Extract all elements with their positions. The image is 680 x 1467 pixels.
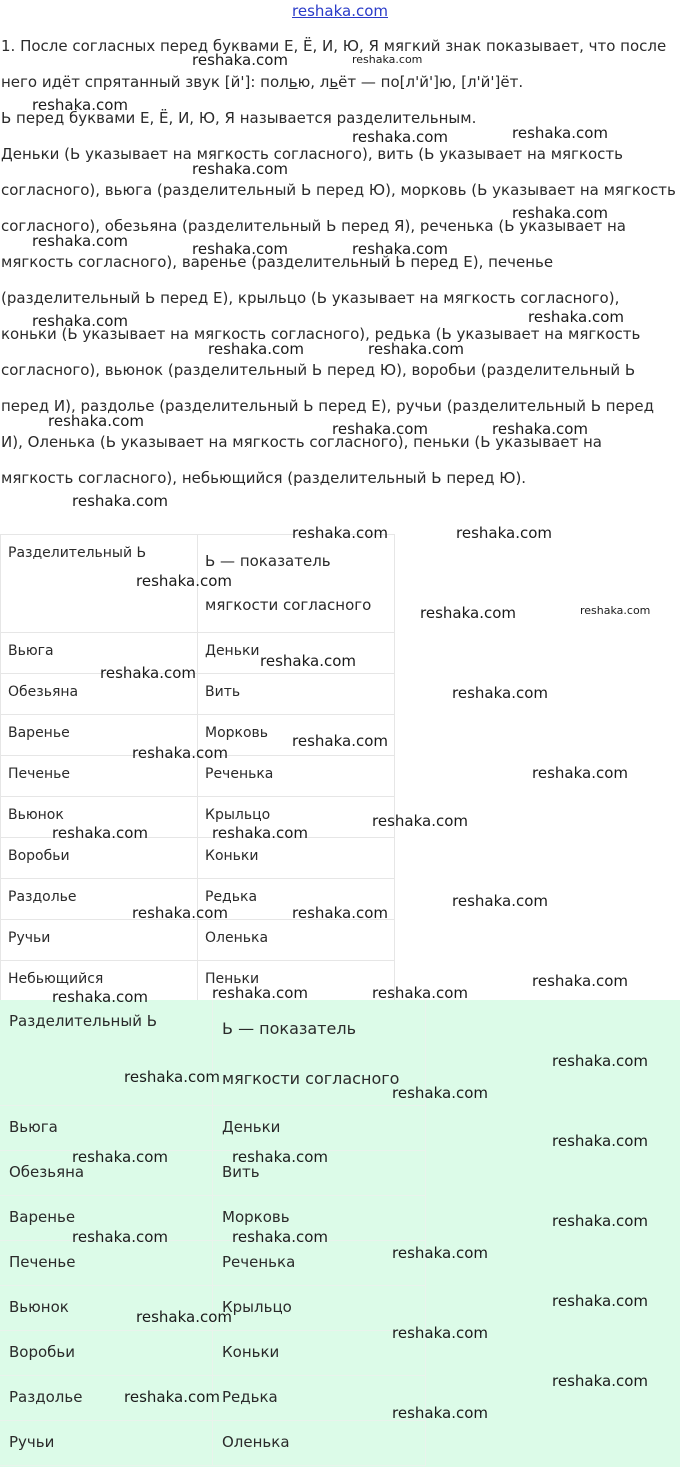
watermark: reshaka.com: [452, 892, 548, 910]
watermark: reshaka.com: [52, 824, 148, 842]
table-cell: Вьюнок: [0, 1286, 213, 1331]
watermark: reshaka.com: [552, 1292, 648, 1310]
rule-text-mid: ю, л: [297, 73, 330, 91]
watermark: reshaka.com: [512, 204, 608, 222]
watermark: reshaka.com: [456, 524, 552, 542]
watermark: reshaka.com: [212, 824, 308, 842]
watermark: reshaka.com: [52, 988, 148, 1006]
table-cell: Деньки: [198, 633, 395, 674]
watermark: reshaka.com: [528, 308, 624, 326]
watermark: reshaka.com: [192, 240, 288, 258]
table-cell: Крыльцо: [198, 797, 395, 838]
table-cell: Пеньки: [198, 961, 395, 1002]
underlined-letter: ь: [329, 73, 339, 91]
table-cell: Ручьи: [0, 1421, 213, 1466]
watermark: reshaka.com: [372, 812, 468, 830]
watermark: reshaka.com: [352, 128, 448, 146]
watermark: reshaka.com: [552, 1132, 648, 1150]
table-header-cell: Ь — показатель мягкости согласного: [198, 535, 395, 633]
table-cell: Воробьи: [0, 1331, 213, 1376]
watermark: reshaka.com: [132, 904, 228, 922]
table-header-cell: Разделительный Ь: [1, 535, 198, 633]
watermark: reshaka.com: [192, 51, 288, 69]
watermark: reshaka.com: [260, 652, 356, 670]
watermark: reshaka.com: [192, 160, 288, 178]
underlined-letter: ь: [288, 73, 298, 91]
table-row: [0, 1331, 426, 1376]
table-row: [1, 674, 395, 715]
table-cell: Вить: [213, 1151, 426, 1196]
table-cell: Вьюга: [0, 1106, 213, 1151]
watermark: reshaka.com: [292, 904, 388, 922]
watermark: reshaka.com: [352, 53, 423, 66]
table-cell: Коньки: [198, 838, 395, 879]
table-cell: Ручьи: [1, 920, 198, 961]
table-cell: Коньки: [213, 1331, 426, 1376]
watermark: reshaka.com: [100, 664, 196, 682]
table-cell: Реченька: [198, 756, 395, 797]
table-cell: Обезьяна: [1, 674, 198, 715]
watermark: reshaka.com: [552, 1212, 648, 1230]
table-cell: Раздолье: [0, 1376, 213, 1421]
table-cell: Реченька: [213, 1241, 426, 1286]
watermark: reshaka.com: [208, 340, 304, 358]
table-cell: Раздолье: [1, 879, 198, 920]
rule-text: 1. После согласных перед буквами Е, Ё, И, Ю, Я мягкий знак показывает, что после него идёт спрятанный звук [й']: пол: [1, 37, 667, 91]
watermark: reshaka.com: [512, 124, 608, 142]
watermark: reshaka.com: [124, 1068, 220, 1086]
watermark: reshaka.com: [532, 972, 628, 990]
watermark: reshaka.com: [580, 604, 651, 617]
table-cell: Оленька: [198, 920, 395, 961]
paragraph-definition: Ь перед буквами Е, Ё, И, Ю, Я называется разделительным.: [1, 109, 477, 127]
watermark: reshaka.com: [124, 1388, 220, 1406]
table-row: [1, 920, 395, 961]
watermark: reshaka.com: [392, 1244, 488, 1262]
watermark: reshaka.com: [552, 1372, 648, 1390]
watermark: reshaka.com: [132, 744, 228, 762]
watermark: reshaka.com: [352, 240, 448, 258]
watermark: reshaka.com: [492, 420, 588, 438]
watermark: reshaka.com: [420, 604, 516, 622]
answer-table-1: [0, 534, 395, 1001]
watermark: reshaka.com: [332, 420, 428, 438]
paragraph-rule: [1, 28, 677, 100]
table-row: [0, 1421, 426, 1466]
watermark: reshaka.com: [292, 524, 388, 542]
watermark: reshaka.com: [368, 340, 464, 358]
watermark: reshaka.com: [136, 572, 232, 590]
table-header-cell: Ь — показатель мягкости согласного: [213, 1000, 426, 1106]
watermark: reshaka.com: [532, 764, 628, 782]
table-cell: Варенье: [0, 1196, 213, 1241]
table-row: [1, 838, 395, 879]
table-cell: Вьюнок: [1, 797, 198, 838]
watermark: reshaka.com: [48, 412, 144, 430]
rule-text-end: ёт — по[л'й']ю, [л'й']ёт.: [338, 73, 524, 91]
watermark: reshaka.com: [372, 984, 468, 1002]
watermark: reshaka.com: [452, 684, 548, 702]
table-cell: Небьющийся: [1, 961, 198, 1002]
paragraph-word-list: Деньки (Ь указывает на мягкость согласного), вить (Ь указывает на мягкость согласного), вьюга (разделительный Ь перед Ю), морковь (Ь указывает на мягкость согласного), обезьяна (разделительный Ь перед Я), реченька (Ь указывает на мягкость согласного), варенье (разделительный Ь перед Е), печенье (разделительный Ь перед Е), крыльцо (Ь указывает на мягкость согласного), коньки (Ь указывает на мягкость согласного), редька (Ь указывает на мягкость согласного), вьюнок (разделительный Ь перед Ю), воробьи (разделительный Ь перед И), раздолье (разделительный Ь перед Е), ручьи (разделительный Ь перед И), Оленька (Ь указывает на мягкость согласного), пеньки (Ь указывает на мягкость согласного), небьющийся (разделительный Ь перед Ю).: [1, 145, 676, 487]
watermark: reshaka.com: [552, 1052, 648, 1070]
table-row: [0, 1106, 426, 1151]
table-cell: Воробьи: [1, 838, 198, 879]
table-cell: Печенье: [1, 756, 198, 797]
table-cell: Вьюга: [1, 633, 198, 674]
table-header-cell: Разделительный Ь: [0, 1000, 213, 1106]
watermark: reshaka.com: [392, 1084, 488, 1102]
site-link[interactable]: reshaka.com: [292, 2, 388, 20]
watermark: reshaka.com: [136, 1308, 232, 1326]
table-cell: Крыльцо: [213, 1286, 426, 1331]
watermark: reshaka.com: [72, 1228, 168, 1246]
watermark: reshaka.com: [392, 1324, 488, 1342]
watermark: reshaka.com: [232, 1228, 328, 1246]
watermark: reshaka.com: [32, 96, 128, 114]
watermark: reshaka.com: [32, 232, 128, 250]
watermark: reshaka.com: [72, 1148, 168, 1166]
table-cell: Морковь: [198, 715, 395, 756]
table-cell: Морковь: [213, 1196, 426, 1241]
table-cell: Деньки: [213, 1106, 426, 1151]
table-cell: Печенье: [0, 1241, 213, 1286]
table-header-row: [0, 1000, 426, 1106]
table-cell: Варенье: [1, 715, 198, 756]
watermark: reshaka.com: [212, 984, 308, 1002]
table-row: [0, 1196, 426, 1241]
watermark: reshaka.com: [232, 1148, 328, 1166]
table-row: [0, 1151, 426, 1196]
watermark: reshaka.com: [32, 312, 128, 330]
table-row: [0, 1241, 426, 1286]
table-cell: Редька: [213, 1376, 426, 1421]
table-cell: Оленька: [213, 1421, 426, 1466]
table-cell: Редька: [198, 879, 395, 920]
table-cell: Вить: [198, 674, 395, 715]
table-cell: Обезьяна: [0, 1151, 213, 1196]
watermark: reshaka.com: [392, 1404, 488, 1422]
watermark: reshaka.com: [292, 732, 388, 750]
watermark: reshaka.com: [72, 492, 168, 510]
